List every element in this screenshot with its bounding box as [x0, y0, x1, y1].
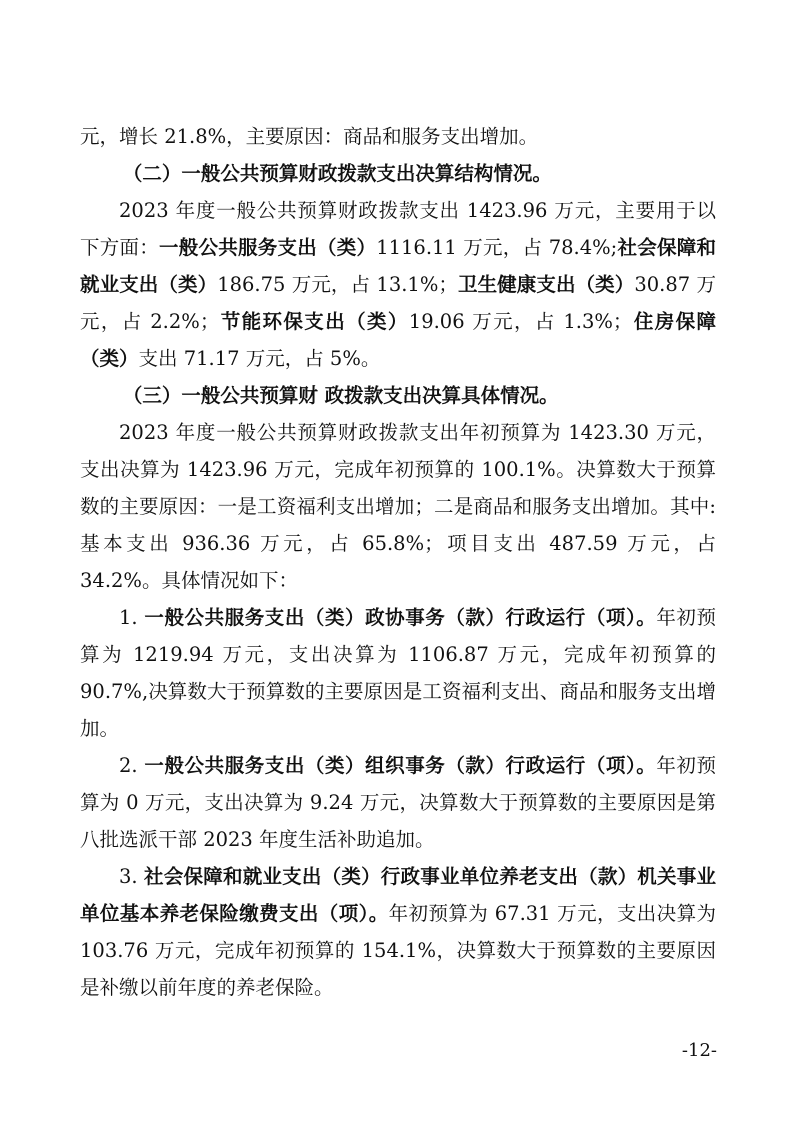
category-health: 卫生健康支出（类） [457, 273, 635, 296]
section-heading-2: （二）一般公共预算财政拨款支出决算结构情况。 [122, 162, 552, 185]
section-heading-3: （三）一般公共预算财 政拨款支出决算具体情况。 [122, 384, 559, 407]
paragraph-text: 元，增长 21.8%，主要原因：商品和服务支出增加。 [80, 125, 539, 148]
paragraph-text: 2023 年度一般公共预算财政拨款支出年初预算为 1423.30 万元，支出决算为 1423.96 万元，完成年初预算的 100.1%。决算数大于预算数的主要原因：一是工资福利支出增加；二是商品和服务支出增加。其中:基本支出 936.36 万元，占 65.8%；项目支出 487.59 万元，占 34.2%。具体情况如下： [80, 421, 716, 592]
category-general-public-services: 一般公共服务支出（类） [158, 236, 377, 259]
page-number: -12- [681, 1040, 717, 1061]
list-item-3 [80, 858, 716, 1006]
item-text: 年初预算为 1219.94 万元，支出决算为 1106.87 万元，完成年初预算的 90.7%,决算数大于预算数的主要原因是工资福利支出、商品和服务支出增加。 [80, 606, 716, 740]
paragraph-text: 2023 年度一般公共预算财政拨款支出 1423.96 万元，主要用于以下方面： [80, 199, 716, 259]
item-title: 一般公共服务支出（类）组织事务（款）行政运行（项）。 [144, 754, 657, 777]
paragraph-text: 19.06 万元，占 1.3%； [408, 310, 633, 333]
category-social-security: 社会保障和就业支出（类） [80, 236, 716, 296]
document-body [80, 118, 716, 1006]
paragraph-text: 186.75 万元，占 13.1%； [217, 273, 458, 296]
list-item-1 [80, 599, 716, 747]
paragraph-continuation [80, 118, 716, 155]
item-title: 一般公共服务支出（类）政协事务（款）行政运行（项）。 [144, 606, 657, 629]
item-text: 年初预算为 67.31 万元，支出决算为 103.76 万元，完成年初预算的 154.1%，决算数大于预算数的主要原因是补缴以前年度的养老保险。 [80, 902, 716, 999]
paragraph-structure [80, 192, 716, 377]
paragraph-text: 支出 71.17 万元，占 5%。 [138, 347, 381, 370]
category-environment: 节能环保支出（类） [219, 310, 409, 333]
paragraph-details [80, 414, 716, 599]
item-number: 1. [119, 606, 145, 629]
item-number: 2. [119, 754, 145, 777]
category-housing: 住房保障（类） [80, 310, 716, 370]
item-text: 年初预算为 0 万元，支出决算为 9.24 万元，决算数大于预算数的主要原因是第八批选派干部 2023 年度生活补助追加。 [80, 754, 716, 851]
paragraph-text: 30.87 万元，占 2.2%； [80, 273, 716, 333]
paragraph-text: 1116.11 万元，占 78.4%; [376, 236, 618, 259]
list-item-2 [80, 747, 716, 858]
item-number: 3. [119, 865, 145, 888]
item-title: 社会保障和就业支出（类）行政事业单位养老支出（款）机关事业单位基本养老保险缴费支出（项）。 [80, 865, 716, 925]
